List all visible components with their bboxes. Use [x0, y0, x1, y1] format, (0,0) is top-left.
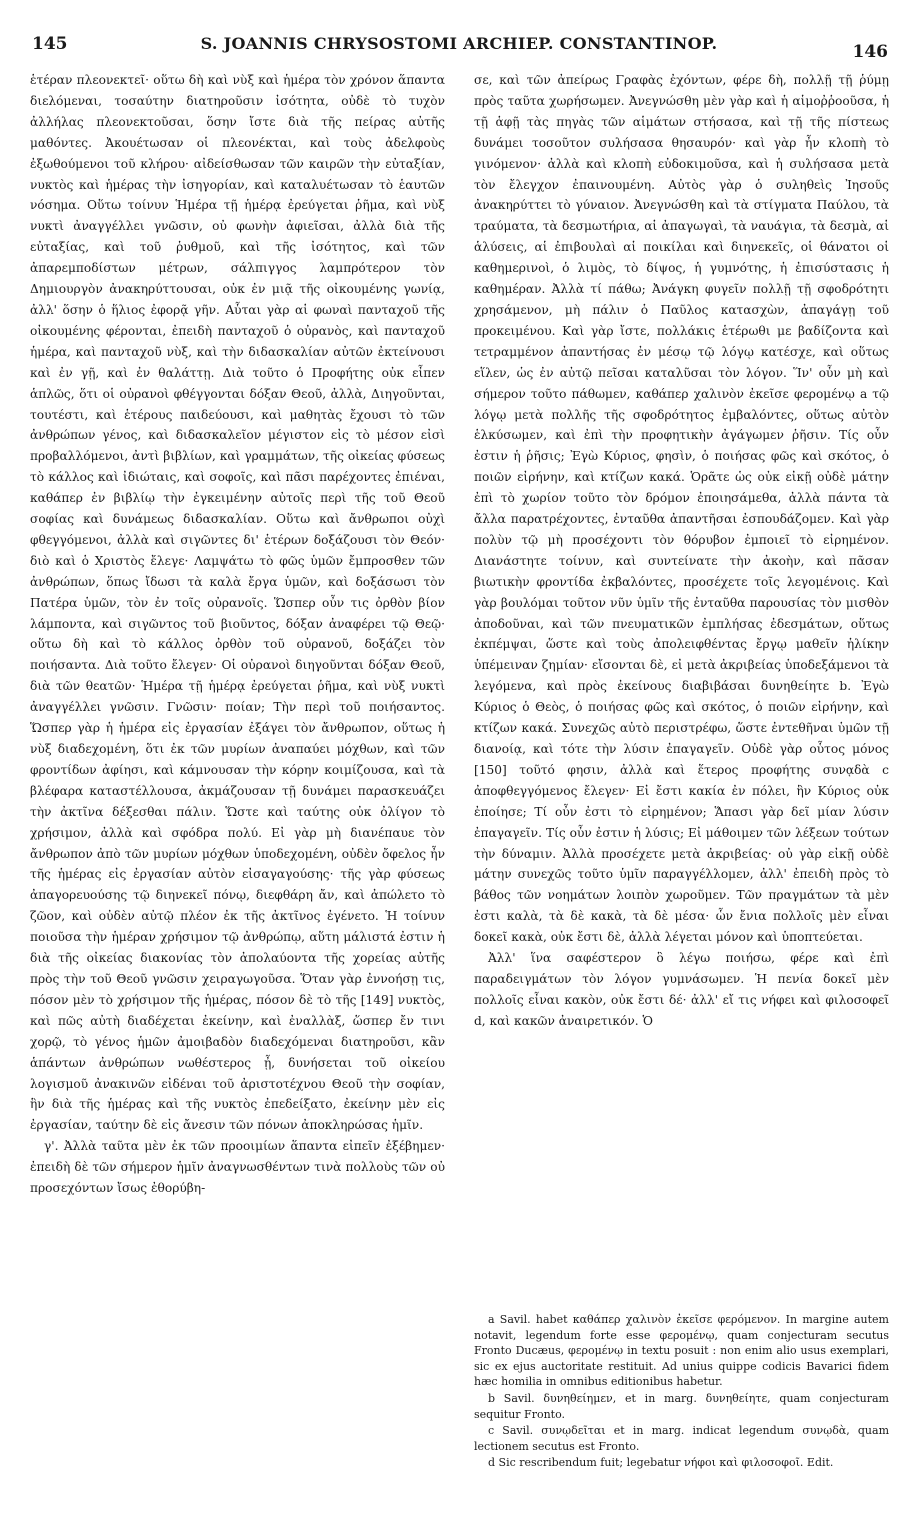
right-paragraph: σε, καὶ τῶν ἀπείρως Γραφὰς ἐχόντων, φέρε δὴ, πολλῇ τῇ ῥύμῃ πρὸς ταῦτα χωρήσωμεν. Ἀνεγνώσθη μὲν γὰρ καὶ ἡ αἱμοῤῥοοῦσα, ἡ τῇ ἁφῇ τὰς πηγὰς τῶν αἱμάτων στήσασα, καὶ τῇ τῆς πίστεως δυνάμει τοσοῦτον συλήσασα θησαυρόν· καὶ γὰρ ἦν κλοπὴ τὸ γινόμενον· ἀλλὰ καὶ κλοπὴ εὐδοκιμοῦσα, καὶ ἡ συλήσασα μετὰ τὸν ἔλεγχον ἐπαινουμένη. Αὐτὸς γὰρ ὁ συληθεὶς Ἰησοῦς ἀνακηρύττει τὸ γύναιον. Ἀνεγνώσθη καὶ τὰ στίγματα Παύλου, τὰ τραύματα, τὰ δεσμωτήρια, αἱ ἀπαγωγαὶ, τὰ ναυάγια, τὰ δεσμὰ, αἱ ἁλύσεις, αἱ ἐπιβουλαὶ αἱ ποικίλαι καὶ διηνεκεῖς, οἱ θάνατοι οἱ καθημερινοὶ, ὁ λιμὸς, τὸ δίψος, ἡ γυμνότης, ἡ ἐπισύστασις ἡ καθημέραν. Ἀλλὰ τί πάθω; Ἀνάγκη φυγεῖν πολλῇ τῇ σφοδρότητι χρησάμενον, μὴ πάλιν ὁ Παῦλος κατασχὼν, ἀπαγάγῃ τοῦ προκειμένου. Καὶ γὰρ ἴστε, πολλάκις ἑτέρωθι με βαδίζοντα καὶ τετραμμένον ἀπαντήσας ἐν μέσῳ τῷ λόγῳ κατέσχε, καὶ οὕτως εἵλεν, ὡς ἐν αὐτῷ πεῖσαι καταλῦσαι τὸν λόγον. Ἵν' οὖν μὴ καὶ σήμερον τοῦτο πάθωμεν, καθάπερ χαλινὸν ἐκεῖσε φερομένῳ a τῷ λόγῳ μετὰ πολλῆς τῆς σφοδρότητος ἐμβαλόντες, οὕτως αὐτὸν ἑλκύσωμεν, καὶ ἐπὶ τὴν προφητικὴν ἀγάγωμεν ῥῆσιν. Τίς οὖν ἐστιν ἡ ῥῆσις; Ἐγὼ Κύριος, φησὶν, ὁ ποιήσας φῶς καὶ σκότος, ὁ ποιῶν εἰρήνην, καὶ κτίζων κακά. Ὁρᾶτε ὡς οὐκ εἰκῇ οὐδὲ μάτην ἐπὶ τὸ χωρίον τοῦτο τὸν δρόμον ἐποιησάμεθα, ἀλλὰ πάντα τὰ ἄλλα παρατρέχοντες, ἐνταῦθα ἀπαντῆσαι ἐσπουδάζομεν. Καὶ γὰρ πολὺν τῷ μὴ προσέχοντι τὸν θόρυβον ἐμποιεῖ τὸ εἰρημένον. Διανάστητε τοίνυν, καὶ συντείνατε τὴν ἀκοὴν, καὶ πᾶσαν βιωτικὴν φροντίδα ἐκβαλόντες, προσέχετε τοῖς λεγομένοις. Καὶ γὰρ βουλόμαι τοῦτον νῦν ὑμῖν τῆς ἐνταῦθα παρουσίας τὸν μισθὸν ἀποδοῦναι, καὶ τῶν πνευματικῶν ἐμπλήσας ἐδεσμάτων, οὕτως ἐκπέμψαι, ὥστε καὶ τοὺς ἀπολειφθέντας ἔργῳ μαθεῖν ἡλίκην ὑπέμειναν ζημίαν· εἴσονται δὲ, εἰ μετὰ ἀκριβείας ὑποδεξάμενοι τὰ λεγόμενα, καὶ πρὸς ἐκείνους διαβιβάσαι δυνηθείητε b. Ἐγὼ Κύριος ὁ Θεὸς, ὁ ποιήσας φῶς καὶ σκότος, ὁ ποιῶν εἰρήνην, καὶ κτίζων κακά. Συνεχῶς αὐτὸ περιστρέφω, ὥστε ἐντεθῆναι ὑμῶν τῇ διανοίᾳ, καὶ τότε τὴν λύσιν ἐπαγαγεῖν. Οὐδὲ γὰρ οὗτος μόνος [150] τοῦτό φησιν, ἀλλὰ καὶ ἕτερος προφήτης συνᾳδὰ c ἀποφθεγγόμενος ἔλεγεν· Εἰ ἔστι κακία ἐν πόλει, ἣν Κύριος οὐκ ἐποίησε; Τί οὖν ἐστι τὸ εἰρημένον; Ἅπασι γὰρ δεῖ μίαν λύσιν ἐπαγαγεῖν. Τίς οὖν ἐστιν ἡ λύσις; Εἰ μάθοιμεν τῶν λέξεων τούτων τὴν δύναμιν. Ἀλλὰ προσέχετε μετὰ ἀκριβείας· οὐ γὰρ εἰκῇ οὐδὲ μάτην συνεχῶς τοῦτο ὑμῖν παραγγέλλομεν, ἀλλ' ἐπειδὴ πρὸς τὸ βάθος τῶν νοημάτων λοιπὸν χωροῦμεν. Τῶν πραγμάτων τὰ μὲν ἐστι καλὰ, τὰ δὲ κακὰ, τὰ δὲ μέσα· ὧν ἔνια πολλοῖς μὲν εἶναι δοκεῖ κακὰ, οὐκ ἔστι δὲ, ἀλλὰ λέγεται μόνον καὶ ὑποπτεύεται. — [474, 73, 889, 945]
page-header — [30, 34, 888, 64]
page-number-left: 145 — [32, 34, 68, 54]
footnote: c Savil. συνῳδεῖται et in marg. indicat legendum συνῳδὰ, quam lectionem secutus est Fronto. — [474, 1424, 889, 1453]
footnotes — [474, 1312, 889, 1472]
footnote: d Sic rescribendum fuit; legebatur νήφοι καὶ φιλοσοφοῖ. Edit. — [488, 1456, 834, 1470]
running-title: S. JOANNIS CHRYSOSTOMI ARCHIEP. CONSTANTINOP. — [200, 34, 718, 53]
footnote: a Savil. habet καθάπερ χαλινὸν ἐκεῖσε φερόμενον. In margine autem notavit, legendum forte esse φερομένῳ, quam conjecturam secutus Fronto Ducæus, φερομένῳ in textu posuit : non enim alio usus exemplari, sic ex ejus auctoritate restituit. Ad unius quippe codicis Bavarici fidem hæc homilia in omnibus editionibus habetur. — [474, 1313, 889, 1389]
right-paragraph: Ἀλλ' ἵνα σαφέστερον ὃ λέγω ποιήσω, φέρε καὶ ἐπὶ παραδειγμάτων τὸν λόγον γυμνάσωμεν. Ἡ πενία δοκεῖ μὲν πολλοῖς εἶναι κακὸν, οὐκ ἔστι δέ· ἀλλ' εἴ τις νήφει καὶ φιλοσοφεῖ d, καὶ κακῶν ἀναιρετικόν. Ὁ — [474, 951, 889, 1028]
footnote: b Savil. δυνηθείημεν, et in marg. δυνηθείητε, quam conjecturam sequitur Fronto. — [474, 1391, 889, 1421]
left-column — [30, 70, 445, 1199]
left-paragraph: ἑτέραν πλεονεκτεῖ· οὕτω δὴ καὶ νὺξ καὶ ἡμέρα τὸν χρόνον ἅπαντα διελόμεναι, τοσαύτην διατηροῦσιν ἰσότητα, οὐδὲ τὸ τυχὸν ἀλλήλας πλεονεκτοῦσαι, ὅσην ἴστε διὰ τῆς πείρας αὐτῆς μαθόντες. Ἀκουέτωσαν οἱ πλεονέκται, καὶ τοὺς ἀδελφοὺς ἐξωθούμενοι τοῦ κλήρου· αἰδείσθωσαν τῶν καιρῶν τὴν εὐταξίαν, νυκτὸς καὶ ἡμέρας τὴν ἰσηγορίαν, καὶ καταλυέτωσαν τὸ ἑαυτῶν νόσημα. Οὕτω τοίνυν Ἡμέρα τῇ ἡμέρᾳ ἐρεύγεται ῥῆμα, καὶ νὺξ νυκτὶ ἀναγγέλλει γνῶσιν, οὐ φωνὴν ἀφιεῖσαι, ἀλλὰ διὰ τῆς εὐταξίας, καὶ τοῦ ῥυθμοῦ, καὶ τῆς ἰσότητος, καὶ τῶν ἀπαρεμποδίστων μέτρων, σάλπιγγος λαμπρότερον τὸν Δημιουργὸν ἀνακηρύττουσαι, οὐκ ἐν μιᾷ τῆς οἰκουμένης γωνίᾳ, ἀλλ' ὅσην ὁ ἥλιος ἐφορᾷ γῆν. Αὗται γὰρ αἱ φωναὶ πανταχοῦ τῆς οἰκουμένης φέρονται, ἐπειδὴ πανταχοῦ ὁ οὐρανὸς, καὶ πανταχοῦ ἡμέρα, καὶ πανταχοῦ νὺξ, καὶ τὴν διδασκαλίαν αὐτῶν ἐκτείνουσι καὶ ἐν γῇ, καὶ ἐν θαλάττῃ. Διὰ τοῦτο ὁ Προφήτης οὐκ εἶπεν ἁπλῶς, ὅτι οἱ οὐρανοὶ φθέγγονται δόξαν Θεοῦ, ἀλλὰ, Διηγοῦνται, τουτέστι, καὶ ἑτέρους παιδεύουσι, καὶ μαθητὰς ἔχουσι τὸ τῶν ἀνθρώπων γένος, καὶ διδασκαλεῖον μέγιστον εἰς τὸ μέσον εἰσὶ προβαλλόμενοι, ἀντὶ βιβλίων, καὶ γραμμάτων, τῆς οἰκείας φύσεως τὸ κάλλος καὶ ἰδιώταις, καὶ σοφοῖς, καὶ πᾶσι παρέχοντες ἐπιέναι, καθάπερ ἐν βιβλίῳ τὴν ἐγκειμένην αὐτοῖς περὶ τῆς τοῦ Θεοῦ σοφίας καὶ δυνάμεως διδασκαλίαν. Οὕτω καὶ ἄνθρωποι οὐχὶ φθεγγόμενοι, ἀλλὰ καὶ σιγῶντες δι' ἑτέρων δοξάζουσι τὸν Θεόν· διὸ καὶ ὁ Χριστὸς ἔλεγε· Λαμψάτω τὸ φῶς ὑμῶν ἔμπροσθεν τῶν ἀνθρώπων, ὅπως ἴδωσι τὰ καλὰ ἔργα ὑμῶν, καὶ δοξάσωσι τὸν Πατέρα ὑμῶν, τὸν ἐν τοῖς οὐρανοῖς. Ὥσπερ οὖν τις ὀρθὸν βίον λάμποντα, καὶ σιγῶντος τοῦ βιοῦντος, δόξαν ἀναφέρει τῷ Θεῷ· οὕτω δὴ καὶ τὸ κάλλος ὀρθὸν τοῦ οὐρανοῦ, δοξάζει τὸν ποιήσαντα. Διὰ τοῦτο ἔλεγεν· Οἱ οὐρανοὶ διηγοῦνται δόξαν Θεοῦ, διὰ τῶν θεατῶν· Ἡμέρα τῇ ἡμέρᾳ ἐρεύγεται ῥῆμα, καὶ νὺξ νυκτὶ ἀναγγέλλει γνῶσιν. Γνῶσιν· ποίαν; Τὴν περὶ τοῦ ποιήσαντος. Ὥσπερ γὰρ ἡ ἡμέρα εἰς ἐργασίαν ἐξάγει τὸν ἄνθρωπον, οὕτως ἡ νὺξ διαδεχομένη, ὅτι ἐκ τῶν μυρίων ἀναπαύει μόχθων, καὶ τῶν φροντίδων ἀφίησι, καὶ κάμνουσαν τὴν κόρην κοιμίζουσα, καὶ τὰ βλέφαρα καταστέλλουσα, ἀκμάζουσαν τῇ δυνάμει παρασκευάζει τὴν ἀκτῖνα δέξεσθαι πάλιν. Ὥστε καὶ ταύτης οὐκ ὀλίγον τὸ χρήσιμον, ἀλλὰ καὶ σφόδρα πολύ. Εἰ γὰρ μὴ διανέπαυε τὸν ἄνθρωπον ἀπὸ τῶν μυρίων μόχθων ὑποδεχομένη, οὐδὲν ὄφελος ἦν τῆς ἡμέρας εἰς ἐργασίαν αὐτὸν εἰσαγαγούσης· τῆς γὰρ φύσεως ἀπαγορευούσης τῷ διηνεκεῖ πόνῳ, διεφθάρη ἄν, καὶ ἀπώλετο τὸ ζῶον, καὶ οὐδὲν αὐτῷ πλέον ἐκ τῆς ἀκτῖνος ἐγένετο. Ἡ τοίνυν ποιοῦσα τὴν ἡμέραν χρήσιμον τῷ ἀνθρώπῳ, αὕτη μάλιστά ἐστιν ἡ διὰ τῆς οἰκείας διακονίας τὸν ἀπολαύοντα τῆς χορείας αὐτῆς πρὸς τὴν τοῦ Θεοῦ γνῶσιν χειραγωγοῦσα. Ὅταν γὰρ ἐννοήσῃ τις, πόσον μὲν τὸ χρήσιμον τῆς ἡμέρας, πόσον δὲ τὸ τῆς [149] νυκτὸς, καὶ πῶς αὐτὴ διαδέχεται ἐκείνην, καὶ ἐναλλὰξ, ὥσπερ ἔν τινι χορῷ, τὸ γένος ἡμῶν ἀμοιβαδὸν διαδεχόμεναι διατηροῦσι, κἂν ἁπάντων ἀνθρώπων νωθέστερος ᾖ, δυνήσεται τοῦ οἰκείου λογισμοῦ ἀνακινῶν εἰδέναι τοῦ ἀριστοτέχνου Θεοῦ τὴν σοφίαν, ἣν διὰ τῆς ἡμέρας καὶ τῆς νυκτὸς ἐπεδείξατο, ἐκείνην μὲν εἰς ἐργασίαν, ταύτην δὲ εἰς ἄνεσιν τῶν πόνων ἀποκληρώσας ἡμῖν. — [30, 73, 445, 1133]
page-number-right: 146 — [852, 42, 888, 62]
left-paragraph: γ'. Ἀλλὰ ταῦτα μὲν ἐκ τῶν προοιμίων ἅπαντα εἰπεῖν ἐξέβημεν· ἐπειδὴ δὲ τῶν σήμερον ἡμῖν ἀναγνωσθέντων τινὰ πολλοὺς τῶν οὐ προσεχόντων ἴσως ἐθορύβη- — [30, 1139, 445, 1196]
right-column — [474, 70, 889, 1032]
